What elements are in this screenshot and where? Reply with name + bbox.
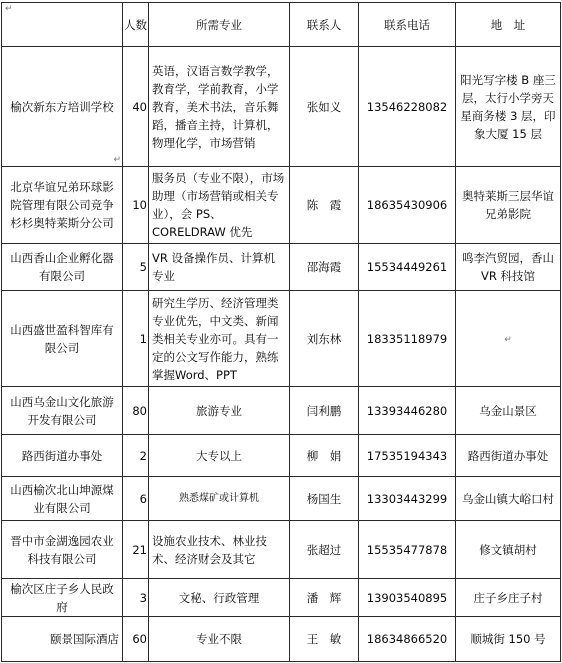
- address-cell: 鸣李汽贸园，香山 VR 科技馆: [456, 244, 561, 291]
- contact-cell: 柳 娟: [290, 435, 359, 477]
- company-cell: 榆次区庄子乡人民政府: [2, 579, 123, 617]
- phone-cell: 15534449261: [359, 244, 456, 291]
- company-cell: 颐景国际酒店: [2, 617, 123, 662]
- address-cell: 奥特莱斯三层华谊兄弟影院: [456, 167, 561, 244]
- majors-cell: 研究生学历、经济管理类专业优先，中文类、新闻类相关专业亦可。具有一定的公文写作能力，熟练掌握Word、PPT: [149, 291, 290, 387]
- phone-cell: 17535194343: [359, 435, 456, 477]
- contact-cell: 杨国生: [290, 477, 359, 521]
- table-row: [2, 435, 561, 477]
- majors-cell: VR 设备操作员、计算机专业: [149, 244, 290, 291]
- phone-cell: 13546228082: [359, 47, 456, 167]
- address-cell: 乌金山镇大峪口村: [456, 477, 561, 521]
- address-cell: 阳光写字楼 B 座三层，太行小学旁天星商务楼 3 层，印象大厦 15 层: [456, 47, 561, 167]
- address-cell: 乌金山景区: [456, 387, 561, 435]
- count-cell: 80: [123, 387, 149, 435]
- count-cell: 40: [123, 47, 149, 167]
- phone-cell: 18335118979: [359, 291, 456, 387]
- phone-cell: 15535477878: [359, 521, 456, 579]
- contact-cell: 潘 辉: [290, 579, 359, 617]
- recruitment-table: [1, 2, 561, 662]
- header-phone: 联系电话: [359, 3, 456, 47]
- header-company: ↵: [2, 3, 123, 47]
- majors-cell: 设施农业技术、林业技术、经济财会及其它: [149, 521, 290, 579]
- count-cell: 1: [123, 291, 149, 387]
- company-cell: 山西香山企业孵化器有限公司: [2, 244, 123, 291]
- header-count: 人数: [123, 3, 149, 47]
- phone-cell: 18634866520: [359, 617, 456, 662]
- contact-cell: 张超过: [290, 521, 359, 579]
- company-cell: 北京华谊兄弟环球影院管理有限公司竞争杉杉奥特莱斯分公司: [2, 167, 123, 244]
- majors-cell: 旅游专业: [149, 387, 290, 435]
- count-cell: 21: [123, 521, 149, 579]
- company-cell: 山西榆次北山坤源煤业有限公司: [2, 477, 123, 521]
- contact-cell: 刘东林: [290, 291, 359, 387]
- count-cell: 6: [123, 477, 149, 521]
- table-row: [2, 477, 561, 521]
- contact-cell: 王 敏: [290, 617, 359, 662]
- phone-cell: 18635430906: [359, 167, 456, 244]
- table-row: [2, 521, 561, 579]
- phone-cell: 13393446280: [359, 387, 456, 435]
- majors-cell: 文秘、行政管理: [149, 579, 290, 617]
- table-row: [2, 579, 561, 617]
- majors-cell: 服务员（专业不限），市场助理（市场营销或相关专业），会 PS、CORELDRAW 优先: [149, 167, 290, 244]
- contact-cell: 邵海霞: [290, 244, 359, 291]
- table-row: [2, 291, 561, 387]
- table-row: [2, 47, 561, 167]
- company-cell: 路西街道办事处: [2, 435, 123, 477]
- majors-cell: 熟悉煤矿或计算机: [149, 477, 290, 521]
- majors-cell: 大专以上: [149, 435, 290, 477]
- count-cell: 60: [123, 617, 149, 662]
- count-cell: 2: [123, 435, 149, 477]
- address-cell: 庄子乡庄子村: [456, 579, 561, 617]
- contact-cell: 张如义: [290, 47, 359, 167]
- phone-cell: 13903540895: [359, 579, 456, 617]
- company-cell: 榆次新东方培训学校 ↵: [2, 47, 123, 167]
- table-row: [2, 244, 561, 291]
- address-cell: ↵: [456, 291, 561, 387]
- address-cell: 修文镇胡村: [456, 521, 561, 579]
- address-cell: 顺城街 150 号: [456, 617, 561, 662]
- company-cell: 山西乌金山文化旅游开发有限公司: [2, 387, 123, 435]
- header-address: 地 址: [456, 3, 561, 47]
- header-contact: 联系人: [290, 3, 359, 47]
- table-row: [2, 617, 561, 662]
- address-cell: 路西街道办事处: [456, 435, 561, 477]
- count-cell: 3: [123, 579, 149, 617]
- table-row: [2, 387, 561, 435]
- count-cell: 5: [123, 244, 149, 291]
- header-row: [2, 3, 561, 47]
- header-majors: 所需专业: [149, 3, 290, 47]
- company-cell: 晋中市金湖逸园农业科技有限公司: [2, 521, 123, 579]
- majors-cell: 专业不限: [149, 617, 290, 662]
- majors-cell: 英语，汉语言数学教学，教育学，学前教育，小学教育，美术书法，音乐舞蹈，播音主持，计算机，物理化学，市场营销: [149, 47, 290, 167]
- count-cell: 10: [123, 167, 149, 244]
- contact-cell: 陈 霞: [290, 167, 359, 244]
- company-cell: 山西盛世盈科智库有限公司: [2, 291, 123, 387]
- table-row: [2, 167, 561, 244]
- phone-cell: 13303443299: [359, 477, 456, 521]
- contact-cell: 闫利鹏: [290, 387, 359, 435]
